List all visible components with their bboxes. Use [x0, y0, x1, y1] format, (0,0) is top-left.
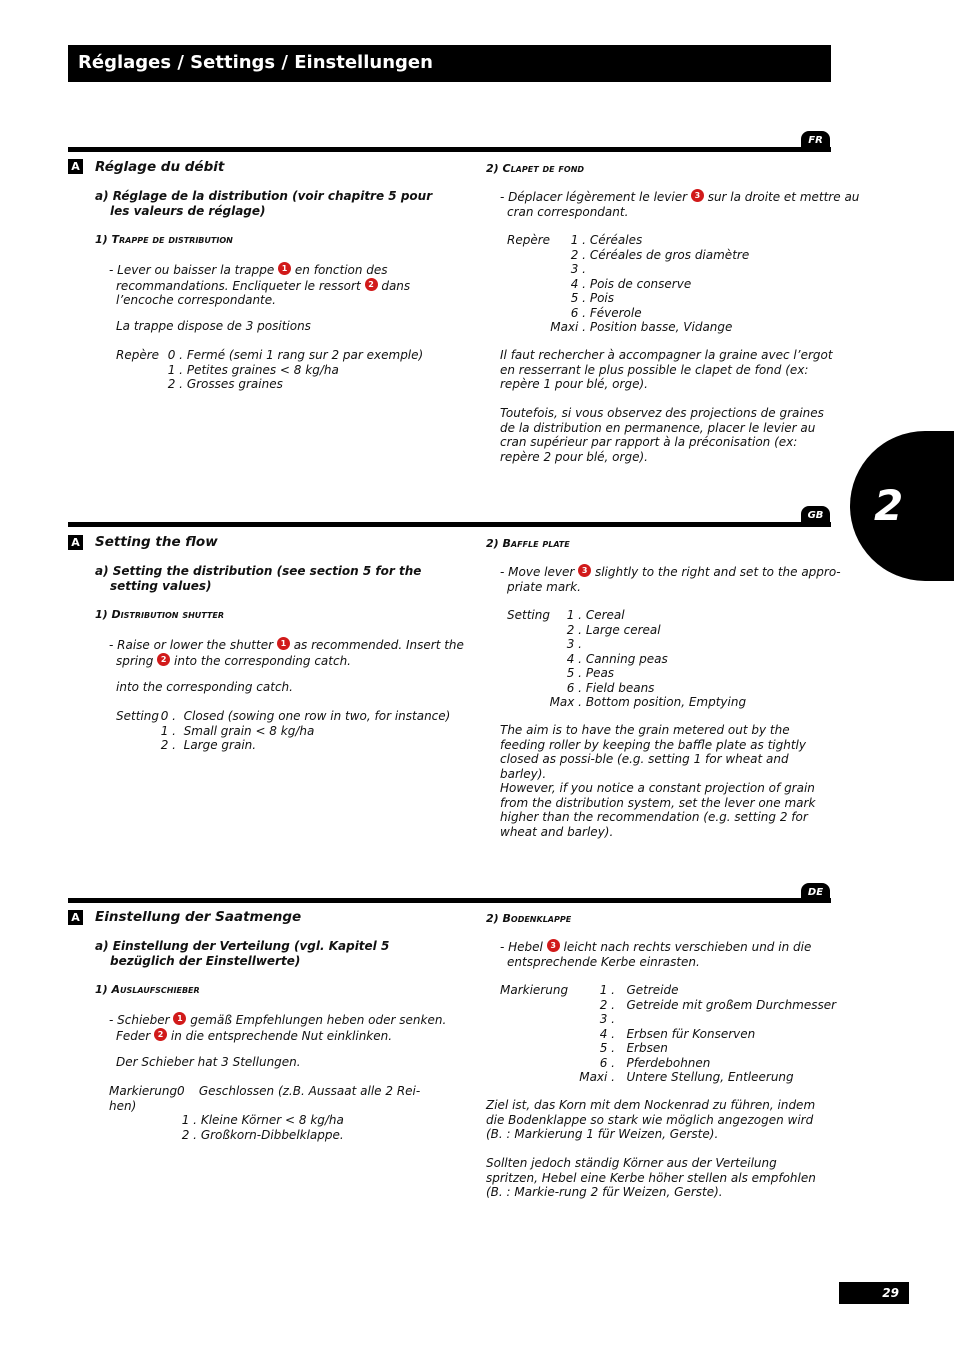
- heading-1-de: 1) Auslaufschieber: [95, 983, 200, 996]
- badge-a-de: A: [68, 910, 83, 925]
- settings-list-fr: Repère 1 . Céréales 2 . Céréales de gros diamètre 3 . 4 . Pois de conserve 5 . Pois 6 . Féverole Maxi . Position basse, Vidange: [507, 233, 750, 334]
- para-5-gb: However, if you notice a constant projection of grain from the distribution system, set the lever one mark higher than the recommendation (e.g. setting 2 for wheat and barley).: [500, 781, 816, 839]
- settings-list-de: Markierung 1 . Getreide 2 . Getreide mit großem Durchmesser 3 . 4 . Erbsen für Konserven 5 . Erbsen 6 . Pferdebohnen Maxi . Untere Stellung, Entleerung: [500, 983, 837, 1084]
- callout-1-icon: 1: [173, 1012, 186, 1025]
- section-title-de: Einstellung der Saatmenge: [95, 909, 302, 925]
- badge-a-gb: A: [68, 535, 83, 550]
- para-5-fr: Toutefois, si vous observez des projections de graines de la distribution en permanence, placer le levier au cran supérieur par rapport à la préconisation (ex: repère 2 pour blé, orge).: [500, 406, 824, 464]
- section-title-gb: Setting the flow: [95, 534, 218, 550]
- heading-2-de: 2) Bodenklappe: [486, 912, 572, 925]
- chapter-tab: [850, 431, 954, 581]
- page-title: Réglages / Settings / Einstellungen: [78, 52, 433, 73]
- para-1-gb: - Raise or lower the shutter 1 as recommended. Insert the spring 2 into the corresponding catch.: [109, 638, 464, 668]
- positions-list-fr: Repère 0 . Fermé (semi 1 rang sur 2 par exemple) 1 . Petites graines < 8 kg/ha 2 . Grosses graines: [116, 348, 424, 391]
- para-3-fr: - Déplacer légèrement le levier 3 sur la droite et mettre au cran correspondant.: [500, 190, 860, 219]
- badge-a-fr: A: [68, 159, 83, 174]
- heading-1-fr: 1) Trappe de distribution: [95, 233, 233, 246]
- para-4-fr: Il faut rechercher à accompagner la graine avec l’ergot en resserrant le plus possible le clapet de fond (ex: repère 1 pour blé, orge).: [500, 348, 833, 391]
- callout-3-icon: 3: [547, 939, 560, 952]
- para-4-gb: The aim is to have the grain metered out by the feeding roller by keeping the baffle plate as tightly closed as possi-ble (e.g. setting 1 for wheat and barley).: [500, 723, 806, 781]
- positions-list-de: Markierung0 Geschlossen (z.B. Aussaat alle 2 Rei- hen) 1 . Kleine Körner < 8 kg/ha 2 . Großkorn-Dibbelklappe.: [109, 1084, 421, 1142]
- para-2-de: Der Schieber hat 3 Stellungen.: [116, 1055, 301, 1069]
- para-2-fr: La trappe dispose de 3 positions: [116, 319, 311, 333]
- para-3-de: - Hebel 3 leicht nach rechts verschieben und in die entsprechende Kerbe einrasten.: [500, 940, 812, 969]
- section-rule-de: [68, 898, 831, 903]
- callout-3-icon: 3: [578, 564, 591, 577]
- chapter-number: 2: [874, 481, 904, 530]
- callout-2-icon: 2: [157, 653, 170, 666]
- header-bar: [68, 45, 831, 82]
- callout-2-icon: 2: [154, 1028, 167, 1041]
- heading-2-fr: 2) Clapet de fond: [486, 162, 585, 175]
- para-3-gb: - Move lever 3 slightly to the right and set to the appro- priate mark.: [500, 565, 841, 594]
- lang-tab-fr: FR: [801, 131, 830, 150]
- settings-list-gb: Setting 1 . Cereal 2 . Large cereal 3 . 4 . Canning peas 5 . Peas 6 . Field beans Max . Bottom position, Emptying: [507, 608, 747, 709]
- section-title-fr: Réglage du débit: [95, 159, 225, 175]
- positions-list-gb: Setting 0 . Closed (sowing one row in two, for instance) 1 . Small grain < 8 kg/ha 2 . Large grain.: [116, 709, 451, 752]
- para-1-de: - Schieber 1 gemäß Empfehlungen heben oder senken. Feder 2 in die entsprechende Nut einklinken.: [109, 1013, 447, 1043]
- section-rule-fr: [68, 147, 831, 152]
- section-rule-gb: [68, 522, 831, 527]
- lang-tab-gb: GB: [801, 506, 830, 525]
- callout-2-icon: 2: [365, 278, 378, 291]
- page-number: 29: [839, 1282, 909, 1304]
- heading-1-gb: 1) Distribution shutter: [95, 608, 225, 621]
- callout-1-icon: 1: [278, 262, 291, 275]
- subsection-a-de: a) Einstellung der Verteilung (vgl. Kapitel 5 bezüglich der Einstellwerte): [95, 939, 390, 968]
- para-5-de: Sollten jedoch ständig Körner aus der Verteilung spritzen, Hebel eine Kerbe höher stellen als empfohlen (B. : Markie-rung 2 für Weizen, Gerste).: [486, 1156, 816, 1199]
- lang-tab-de: DE: [801, 883, 830, 902]
- para-1-fr: - Lever ou baisser la trappe 1 en fonction des recommandations. Encliqueter le ressort 2 dans l’encoche correspondante.: [109, 263, 411, 307]
- para-2-gb: into the corresponding catch.: [116, 680, 293, 694]
- callout-3-icon: 3: [691, 189, 704, 202]
- para-4-de: Ziel ist, das Korn mit dem Nockenrad zu führen, indem die Bodenklappe so stark wie möglich angezogen wird (B. : Markierung 1 für Weizen, Gerste).: [486, 1098, 816, 1141]
- callout-1-icon: 1: [277, 637, 290, 650]
- subsection-a-fr: a) Réglage de la distribution (voir chapitre 5 pour les valeurs de réglage): [95, 189, 433, 218]
- subsection-a-gb: a) Setting the distribution (see section 5 for the setting values): [95, 564, 422, 593]
- heading-2-gb: 2) Baffle plate: [486, 537, 570, 550]
